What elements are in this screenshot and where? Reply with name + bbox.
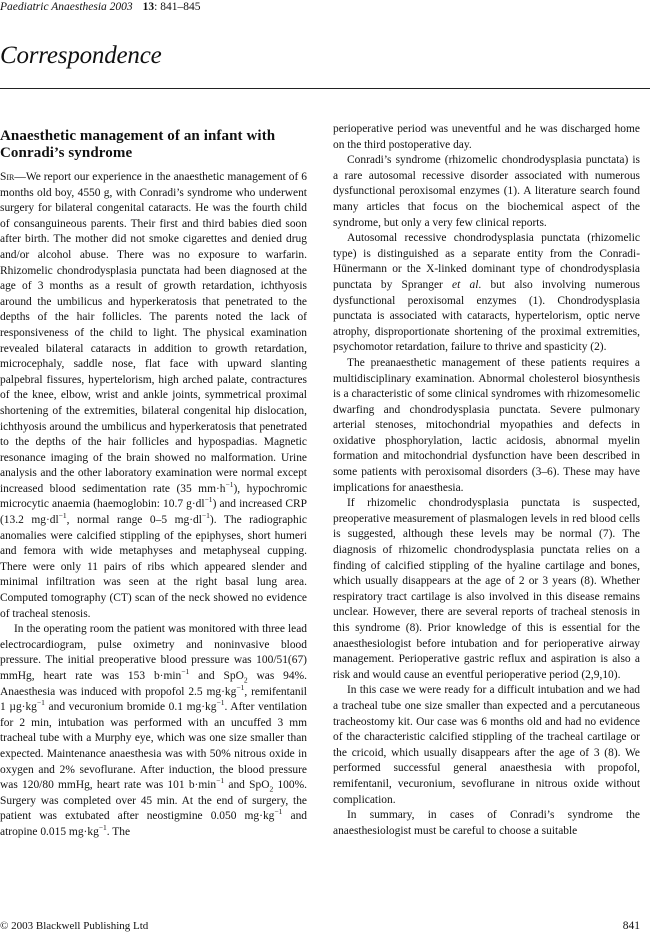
footer-copyright: © 2003 Blackwell Publishing Ltd — [0, 920, 149, 932]
running-head — [0, 1, 201, 13]
section-title: Correspondence — [0, 42, 162, 69]
body-paragraph: In this case we were ready for a difficult intubation and we had a tracheal tube one size smaller than expected and a percutaneous tracheostomy kit. Our case was 6 months old and had no evidence of the characteristic calcified stippling of the tracheal cartilage or the cricoid, which usually disappears after the age of 3 (8). We performed successful general anaesthesia with propofol, remifentanil, vecuronium, sevoflurane in nitrous oxide without complication. — [333, 684, 640, 806]
journal-volume: 13 — [142, 1, 155, 13]
article-title: Anaesthetic management of an infant with Conradi’s syndrome — [0, 128, 276, 161]
header-rule — [0, 88, 650, 89]
body-paragraph: The preanaesthetic management of these patients requires a multidisciplinary examination. Abnormal cholesterol biosynthesis is a characteristic of some clinical syndromes with rhizomesomelic dwarfing and chondrodysplasia punctata. Severe pulmonary arterial stenoses, mitochondrial myopathies and defects in oxidative phosphorylation, lactic acidosis, abnormal myelin formation and mitochondrial dysfunction have been described in some patients with peroxisomal disorders (3–6). These may have implications for anaesthesia. — [333, 356, 640, 494]
body-paragraph: In summary, in cases of Conradi’s syndrome the anaesthesiologist must be careful to choose a suitable — [333, 809, 640, 837]
body-paragraph: Conradi’s syndrome (rhizomelic chondrodysplasia punctata) is a rare autosomal recessive disorder associated with numerous dysfunctional peroxisomal enzymes (1). A literature search found many articles that focus on the biochemical aspect of the syndrome, but only a very few clinical reports. — [333, 154, 640, 229]
body-paragraph: perioperative period was uneventful and he was discharged home on the third postoperative day. — [333, 123, 640, 151]
body-paragraph: Autosomal recessive chondrodysplasia punctata (rhizomelic type) is distinguished as a separate entity from the Conradi-Hünermann or the X-linked dominant type of chondrodysplasia punctata by Spranger et al. but also involving numerous dysfunctional peroxisomal enzymes (1). Chondrodysplasia punctata is associated with cataracts, hypertelorism, optic nerve atrophy, disproportionate shortening of the proximal extremities, psychomotor retardation, failure to thrive and spasticity (2). — [333, 232, 641, 354]
left-column — [0, 128, 307, 841]
body-paragraph: If rhizomelic chondrodysplasia punctata is suspected, preoperative measurement of plasmalogen levels in red blood cells is suggested, although these levels may be normal (7). The diagnosis of rhizomelic chondrodysplasia punctata relies on a finding of calcified stippling of the hyaline cartilage and bones, which usually disappears at the age of 2 or 3 years (8). Whether respiratory tract cartilage is also involved in this disease remains unclear. However, there are several reports of tracheal stenosis in this syndrome (8). Prior knowledge of this is essential for the anaesthesiologist before intubation and for perioperative airway management. Perioperative gastric reflux and aspiration is also a risk and would cause an eventful perioperative period (2,9,10). — [333, 497, 640, 681]
body-paragraph: In the operating room the patient was monitored with three lead electrocardiogram, pulse oximetry and noninvasive blood pressure. The initial preoperative blood pressure was 100/51(67) mmHg, heart rate was 153 $b\cdot\min^{-1}$ and SpO$_2$ was 94%. Anaesthesia was induced with propofol 2.5 $mg\cdot kg^{-1}$, remifentanil 1 $\mu g\cdot kg^{-1}$ and vecuronium bromide 0.1 $mg\cdot kg^{-1}$. After ventilation for 2 min, intubation was performed with an uncuffed 3 mm tracheal tube with a Murphy eye, which was one size smaller than expected. Maintenance anaesthesia was with 50% nitrous oxide in oxygen and 2% sevoflurane. After induction, the blood pressure was 120/80 mmHg, heart rate was 101 $b\cdot\min^{-1}$ and SpO$_2$ 100%. Surgery was completed over 45 min. At the end of surgery, the patient was extubated after neostigmine 0.050 $mg\cdot kg^{-1}$ and atropine 0.015 $mg\cdot kg^{-1}$. The — [0, 623, 308, 838]
journal-name: Paediatric Anaesthesia 2003 — [0, 1, 133, 13]
right-column — [333, 122, 640, 839]
body-paragraph: Sir—We report our experience in the anaesthetic management of 6 months old boy, 4550 g, with Conradi’s syndrome who underwent surgery for bilateral congenital cataracts. He was the fourth child of consanguineous parents. Their first and third babies died soon after birth. The mother did not smoke cigarettes and denied drug and/or alcohol abuse. There was no exposure to warfarin. Rhizomelic chondrodysplasia punctata had been diagnosed at the age of 3 months as a result of growth retardation, ichthyosis around the umbilicus and hyperkeratosis that penetrated to the depths of the hair follicles. The parents noted the lack of responsiveness of the child to light. The physical examination revealed bilateral cataracts in addition to growth retardation, microcephaly, saddle nose, flat face with upward slanting palpebral fissures, hypertelorism, high arched palate, contractures of the knee, elbow, wrist and ankle joints, symmetrical proximal shortening of the extremities, bilateral congenital hip dislocation, ichthyosis around the umbilicus and hyperkeratosis that penetrated to the depths of the hair follicles and hypospadias. Magnetic resonance imaging of the brain showed no malformation. Urine analysis and the other laboratory examination were normal except increased blood sedimentation rate (35 $mm\cdot h^{-1}$), hypochromic microcytic anaemia (haemoglobin: 10.7 $g\cdot dl^{-1}$) and increased CRP (13.2 $mg\cdot dl^{-1}$, normal range 0–5 $mg\cdot dl^{-1}$). The radiographic anomalies were calcified stippling of the epiphyses, short humeri and femora with wide metaphyses and metaphyseal cupping. There were only 11 pairs of ribs which appeared slender and minimal infiltration was seen at the right basal lung area. Computed tomography (CT) scan of the neck showed no evidence of tracheal stenosis. — [0, 171, 307, 620]
journal-pages: : 841–845 — [154, 1, 201, 13]
footer-page-number: 841 — [622, 920, 640, 932]
